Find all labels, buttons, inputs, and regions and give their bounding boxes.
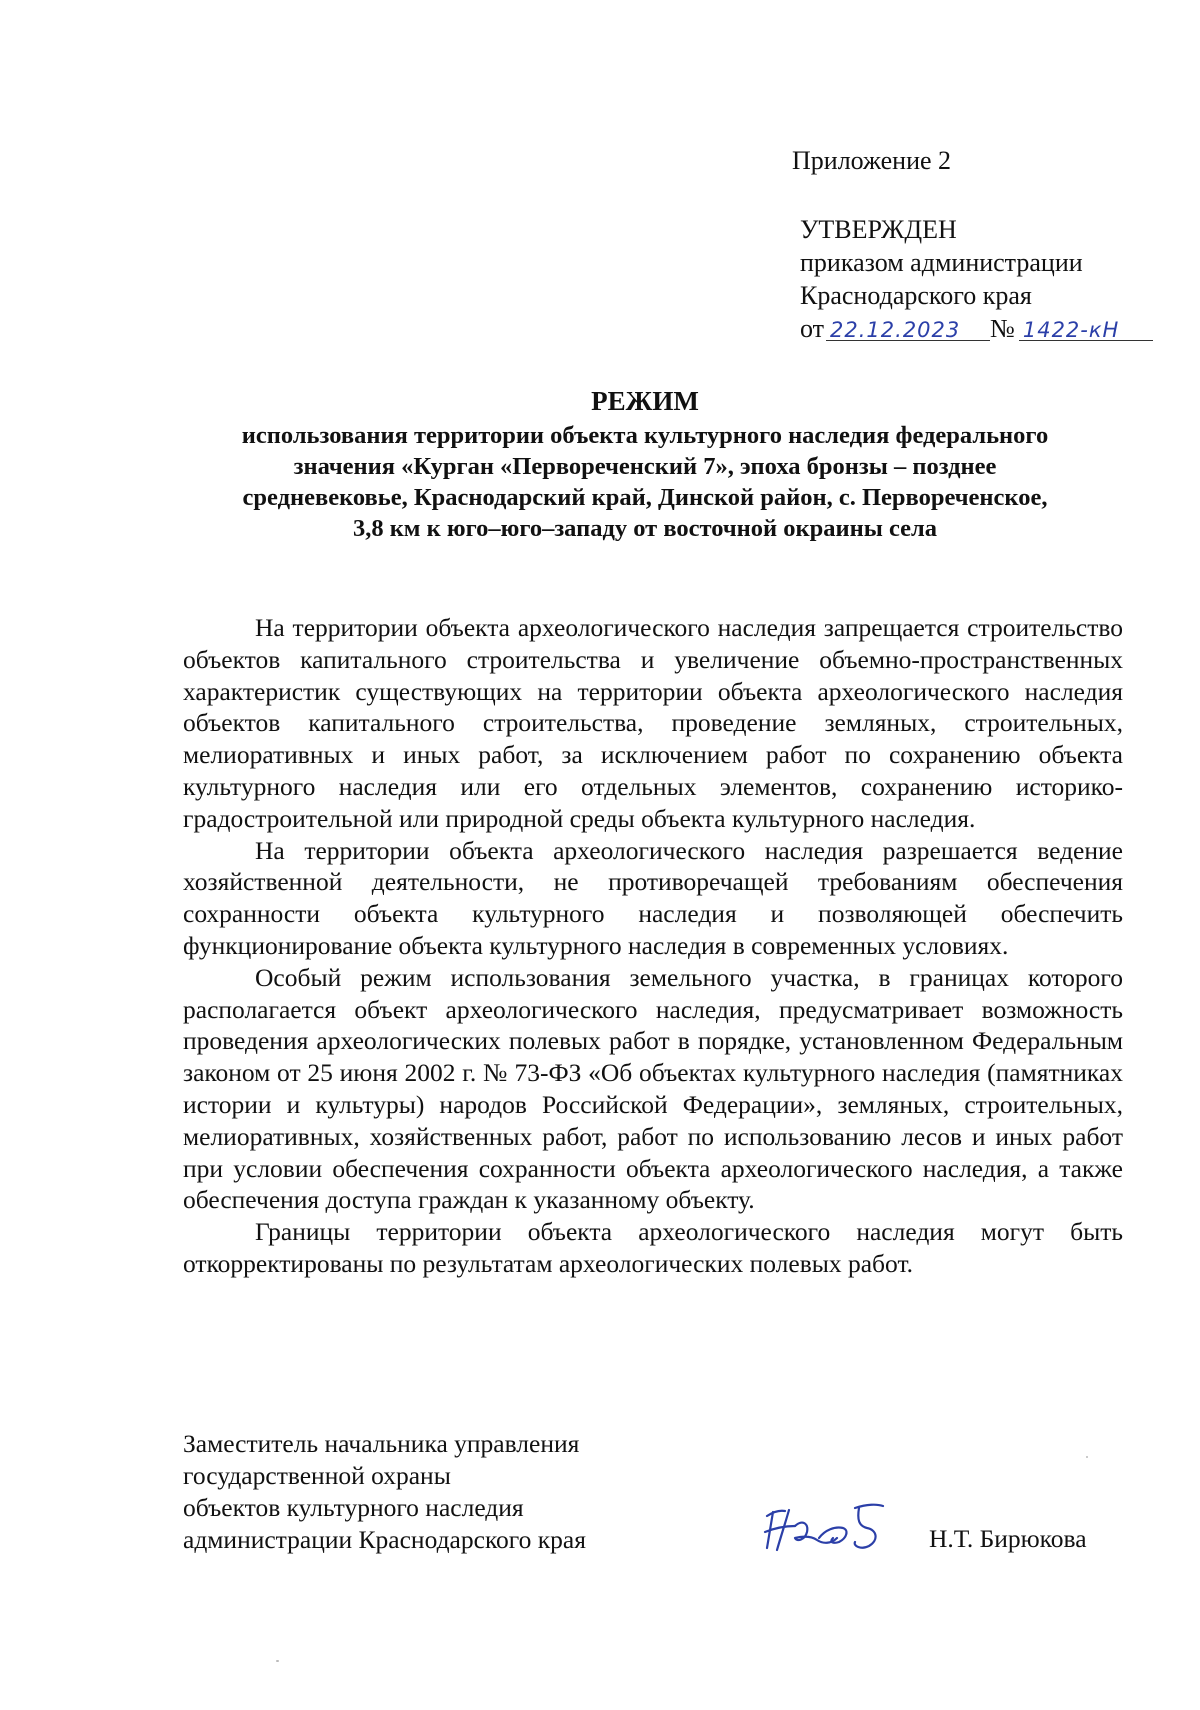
approval-stamp-block [800, 213, 1153, 345]
approval-date-line [800, 312, 1153, 345]
date-prefix: от [800, 314, 825, 343]
subtitle-line-1: использования территории объекта культурного наследия федерального [241, 422, 1049, 449]
subtitle-line-3: средневековье, Краснодарский край, Динской район, с. Первореченское, [242, 484, 1048, 511]
approval-heading: УТВЕРЖДЕН [800, 215, 957, 244]
position-line-2: государственной охраны [183, 1461, 451, 1490]
position-line-3: объектов культурного наследия [183, 1493, 524, 1522]
approval-line-1: приказом администрации [800, 248, 1083, 277]
handwritten-number: 1422-кН [1022, 318, 1120, 342]
appendix-label: Приложение 2 [792, 146, 952, 175]
date-field [826, 312, 990, 341]
signature-block [183, 1428, 1133, 1568]
scan-speck [1086, 1456, 1088, 1458]
approval-line-2: Краснодарского края [800, 281, 1032, 310]
position-line-1: Заместитель начальника управления [183, 1429, 580, 1458]
handwritten-date: 22.12.2023 [830, 318, 961, 342]
subtitle-line-4: 3,8 км к юго–юго–западу от восточной окраины села [352, 515, 938, 542]
signatory-name: Н.Т. Бирюкова [929, 1524, 1087, 1553]
number-prefix: № [990, 314, 1015, 343]
subtitle-line-2: значения «Курган «Первореченский 7», эпоха бронзы – позднее [293, 453, 997, 480]
document-title-block [165, 384, 1125, 544]
number-field [1019, 312, 1153, 341]
handwritten-signature [759, 1494, 899, 1564]
scan-speck [276, 1660, 279, 1662]
paragraph-prohibitions: На территории объекта археологического наследия запрещается строительство объектов капитального строительства и увеличение объемно-пространственных характеристик существующих на территории объекта археологического наследия объектов капитального строительства, проведение земляных, строительных, мелиоративных и иных работ, за исключением работ по сохранению объекта культурного наследия или его отдельных элементов, сохранению историко-градостроительной или природной среды объекта культурного наследия. [183, 613, 1123, 833]
position-line-4: администрации Краснодарского края [183, 1525, 586, 1554]
document-title: РЕЖИМ [591, 386, 699, 416]
paragraph-permitted-activity: На территории объекта археологического наследия разрешается ведение хозяйственной деятельности, не противоречащей требованиям обеспечения сохранности объекта культурного наследия и позволяющей обеспечить функционирование объекта культурного наследия в современных условиях. [183, 835, 1123, 960]
signatory-position [183, 1428, 586, 1556]
document-body [183, 612, 1123, 1280]
paragraph-boundaries: Границы территории объекта археологического наследия могут быть откорректированы по результатам археологических полевых работ. [183, 1217, 1123, 1278]
paragraph-special-regime: Особый режим использования земельного участка, в границах которого располагается объект археологического наследия, предусматривает возможность проведения археологических полевых работ в порядке, установленном Федеральным законом от 25 июня 2002 г. № 73-ФЗ «Об объектах культурного наследия (памятниках истории и культуры) народов Российской Федерации», земляных, строительных, мелиоративных, хозяйственных работ, работ по использованию лесов и иных работ при условии обеспечения сохранности объекта археологического наследия, а также обеспечения доступа граждан к указанному объекту. [183, 962, 1123, 1215]
